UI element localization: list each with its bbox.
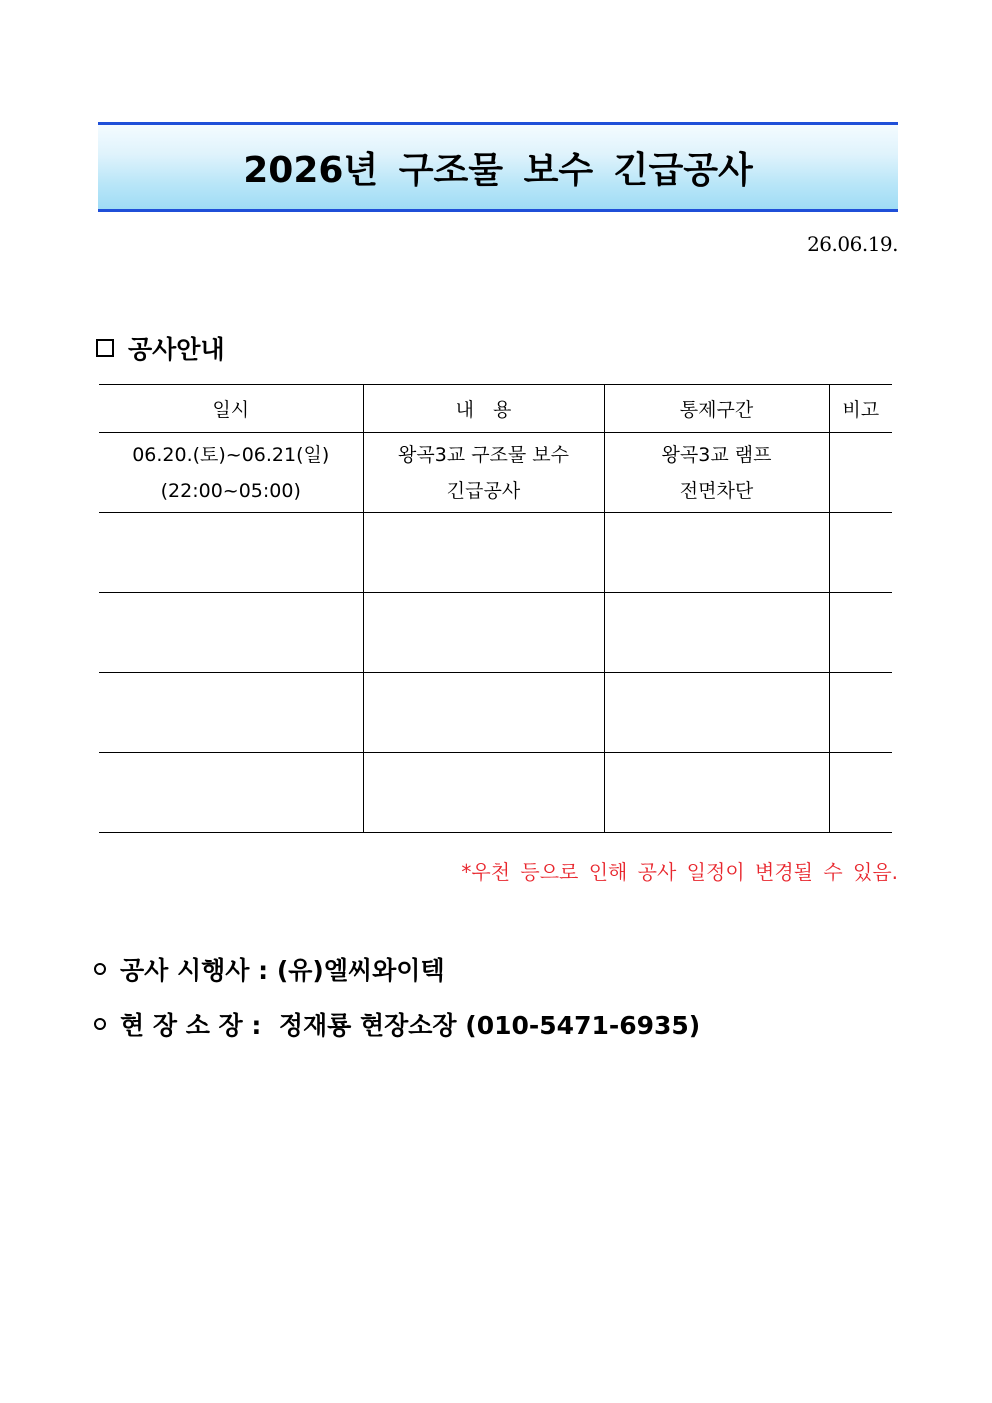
contractor-label: 공사 시행사 : xyxy=(120,956,277,985)
content-line-1: 왕곡3교 구조물 보수 xyxy=(398,443,569,466)
table-header-row xyxy=(99,385,892,433)
date-range: 06.20.(토)~06.21(일) xyxy=(132,443,330,466)
section-line-2: 전면차단 xyxy=(679,479,754,502)
table-row-empty xyxy=(99,673,892,753)
document-title: 2026년 구조물 보수 긴급공사 xyxy=(243,149,753,191)
table-row-empty xyxy=(99,513,892,593)
table-row xyxy=(99,433,892,513)
circle-bullet-icon xyxy=(94,963,106,975)
header-content: 내 용 xyxy=(363,385,604,433)
weather-notice: *우천 등으로 인해 공사 일정이 변경될 수 있음. xyxy=(461,860,898,884)
header-date: 일시 xyxy=(99,385,363,433)
cell-empty xyxy=(604,673,829,753)
cell-empty xyxy=(604,593,829,673)
section-heading xyxy=(96,330,225,366)
header-section: 통제구간 xyxy=(604,385,829,433)
section-line-1: 왕곡3교 램프 xyxy=(661,443,772,466)
site-manager-value: 정재룡 현장소장 (010-5471-6935) xyxy=(278,1011,701,1040)
cell-empty xyxy=(363,673,604,753)
cell-empty xyxy=(829,593,892,673)
header-note: 비고 xyxy=(829,385,892,433)
document-date: 26.06.19. xyxy=(807,232,898,256)
cell-empty xyxy=(604,753,829,833)
cell-content xyxy=(363,433,604,513)
cell-empty xyxy=(829,513,892,593)
contractor-line xyxy=(94,951,445,987)
cell-section xyxy=(604,433,829,513)
table-row-empty xyxy=(99,593,892,673)
checkbox-square-icon xyxy=(96,339,114,357)
cell-empty xyxy=(604,513,829,593)
time-range: (22:00~05:00) xyxy=(160,479,301,502)
title-banner xyxy=(98,122,898,212)
cell-empty xyxy=(363,753,604,833)
cell-empty xyxy=(363,513,604,593)
site-manager-line xyxy=(94,1006,700,1042)
cell-empty xyxy=(99,593,363,673)
cell-empty xyxy=(99,513,363,593)
site-manager-label: 현 장 소 장 : xyxy=(120,1011,279,1040)
cell-empty xyxy=(99,753,363,833)
section-heading-label: 공사안내 xyxy=(128,335,225,364)
cell-date xyxy=(99,433,363,513)
cell-note xyxy=(829,433,892,513)
cell-empty xyxy=(99,673,363,753)
schedule-table xyxy=(99,384,892,833)
content-line-2: 긴급공사 xyxy=(446,479,521,502)
cell-empty xyxy=(829,673,892,753)
cell-empty xyxy=(829,753,892,833)
cell-empty xyxy=(363,593,604,673)
circle-bullet-icon xyxy=(94,1018,106,1030)
table-row-empty xyxy=(99,753,892,833)
contractor-value: (유)엘씨와이텍 xyxy=(276,956,445,985)
